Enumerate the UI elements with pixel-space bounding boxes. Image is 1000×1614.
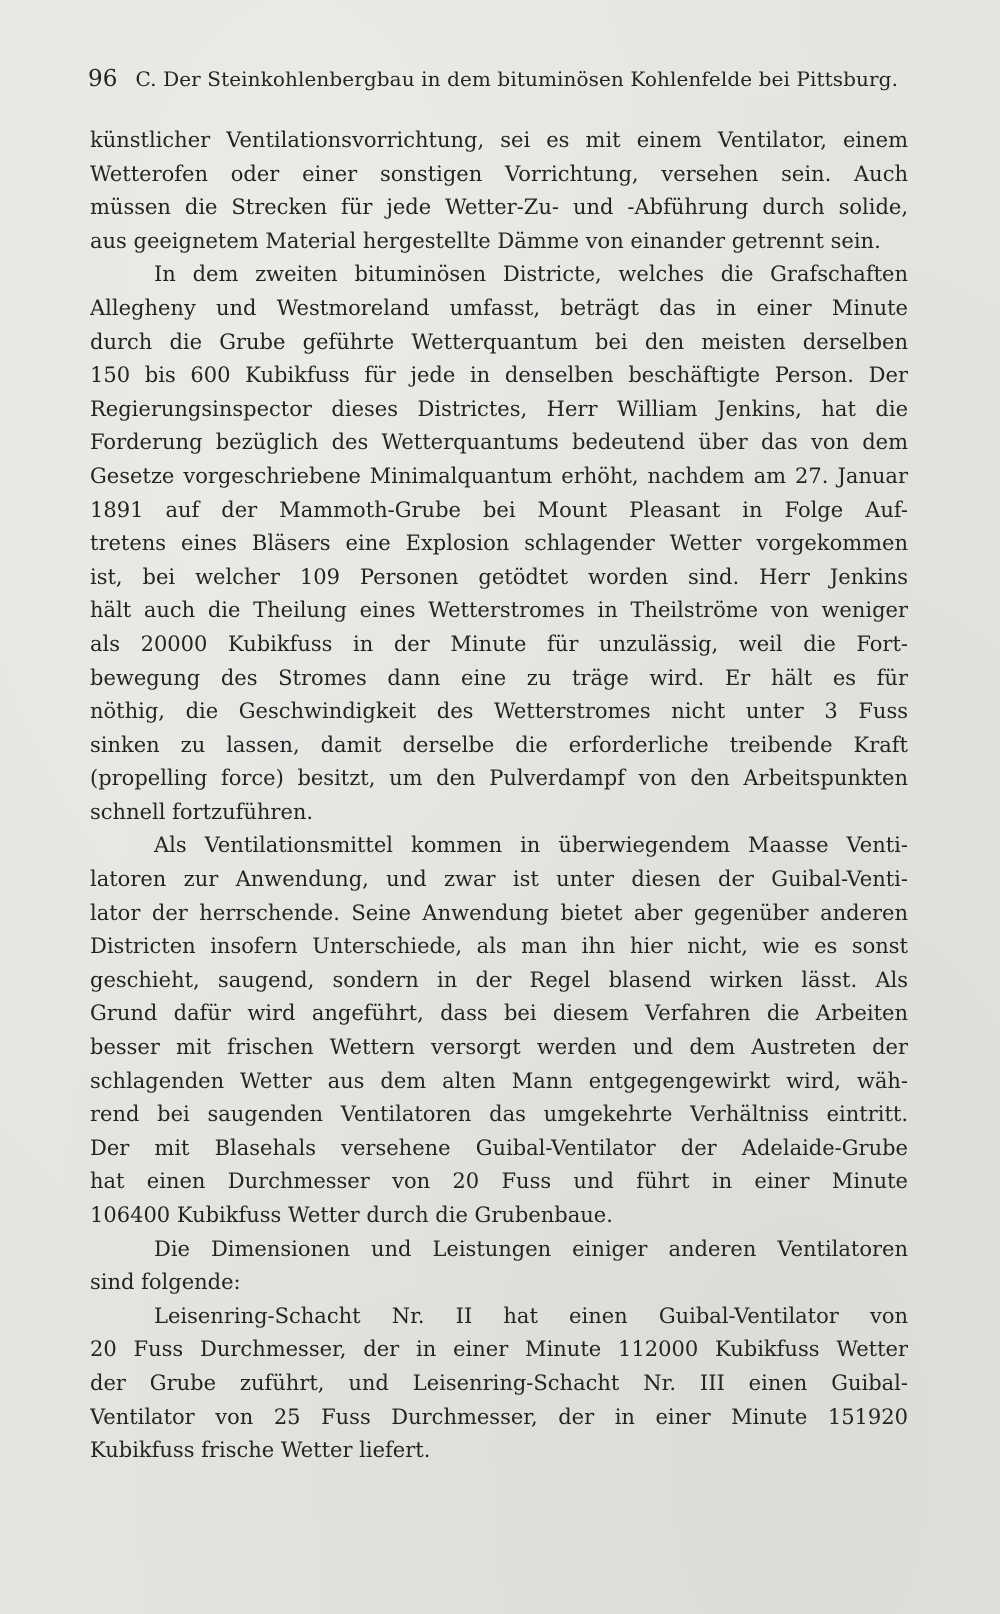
text-line: 20 Fuss Durchmesser, der in einer Minute 112000 Kubikfuss Wetter xyxy=(90,1337,908,1362)
text-line: Allegheny und Westmoreland umfasst, beträgt das in einer Minute xyxy=(90,295,908,320)
text-line: hat einen Durchmesser von 20 Fuss und führt in einer Minute xyxy=(90,1169,908,1194)
paragraph-start-line: Leisenring-Schacht Nr. II hat einen Guibal-Ventilator von xyxy=(154,1303,908,1328)
text-line: Der mit Blasehals versehene Guibal-Ventilator der Adelaide-Grube xyxy=(90,1135,908,1160)
text-line: ist, bei welcher 109 Personen getödtet worden sind. Herr Jenkins xyxy=(90,564,908,589)
text-line: 1891 auf der Mammoth-Grube bei Mount Pleasant in Folge Auf- xyxy=(90,497,908,522)
text-line: tretens eines Bläsers eine Explosion schlagender Wetter vorgekommen xyxy=(90,531,908,556)
text-line: Gesetze vorgeschriebene Minimalquantum erhöht, nachdem am 27. Januar xyxy=(90,463,908,488)
paragraph-start-line: In dem zweiten bituminösen Districte, welches die Grafschaften xyxy=(154,262,908,287)
text-line: 106400 Kubikfuss Wetter durch die Grubenbaue. xyxy=(90,1203,613,1227)
running-title: C. Der Steinkohlenbergbau in dem bituminösen Kohlenfelde bei Pittsburg. xyxy=(135,67,899,91)
text-line: besser mit frischen Wettern versorgt werden und dem Austreten der xyxy=(90,1035,908,1060)
text-line: Regierungsinspector dieses Districtes, Herr William Jenkins, hat die xyxy=(90,396,908,421)
text-line: Grund dafür wird angeführt, dass bei diesem Verfahren die Arbeiten xyxy=(90,1001,908,1026)
text-line: nöthig, die Geschwindigkeit des Wetterstromes nicht unter 3 Fuss xyxy=(90,699,908,724)
text-line: hält auch die Theilung eines Wetterstromes in Theilströme von weniger xyxy=(90,598,908,623)
running-header xyxy=(88,66,908,92)
text-line: latoren zur Anwendung, und zwar ist unter diesen der Guibal-Venti- xyxy=(90,867,908,892)
text-line: als 20000 Kubikfuss in der Minute für unzulässig, weil die Fort- xyxy=(90,631,908,656)
text-line: schlagenden Wetter aus dem alten Mann entgegengewirkt wird, wäh- xyxy=(90,1068,908,1093)
text-line: 150 bis 600 Kubikfuss für jede in denselben beschäftigte Person. Der xyxy=(90,363,908,388)
text-line: künstlicher Ventilationsvorrichtung, sei es mit einem Ventilator, einem xyxy=(90,128,908,152)
text-line: der Grube zuführt, und Leisenring-Schacht Nr. III einen Guibal- xyxy=(90,1370,908,1395)
text-line: durch die Grube geführte Wetterquantum bei den meisten derselben xyxy=(90,329,908,354)
text-line: Districten insofern Unterschiede, als man ihn hier nicht, wie es sonst xyxy=(90,934,908,959)
text-line: Ventilator von 25 Fuss Durchmesser, der in einer Minute 151920 xyxy=(90,1404,908,1429)
text-line: (propelling force) besitzt, um den Pulverdampf von den Arbeitspunkten xyxy=(90,766,908,791)
text-line: aus geeignetem Material hergestellte Dämme von einander getrennt sein. xyxy=(90,228,881,253)
text-line: Wetterofen oder einer sonstigen Vorrichtung, versehen sein. Auch xyxy=(90,161,908,186)
text-line: schnell fortzuführen. xyxy=(90,799,314,824)
page-number: 96 xyxy=(88,66,118,92)
text-line: rend bei saugenden Ventilatoren das umgekehrte Verhältniss eintritt. xyxy=(90,1102,908,1127)
text-line: geschieht, saugend, sondern in der Regel blasend wirken lässt. Als xyxy=(90,967,908,992)
text-line: lator der herrschende. Seine Anwendung bietet aber gegenüber anderen xyxy=(90,900,908,925)
text-line: sinken zu lassen, damit derselbe die erforderliche treibende Kraft xyxy=(90,732,908,757)
text-line: Forderung bezüglich des Wetterquantums bedeutend über das von dem xyxy=(90,430,908,455)
text-line: Kubikfuss frische Wetter liefert. xyxy=(90,1438,431,1463)
text-line: müssen die Strecken für jede Wetter-Zu- und -Abführung durch solide, xyxy=(90,195,908,220)
paragraph-start-line: Als Ventilationsmittel kommen in überwiegendem Maasse Venti- xyxy=(154,833,908,858)
body-text xyxy=(90,124,908,1468)
text-line: bewegung des Stromes dann eine zu träge wird. Er hält es für xyxy=(90,665,908,690)
paragraph-start-line: Die Dimensionen und Leistungen einiger anderen Ventilatoren xyxy=(154,1236,908,1261)
text-line: sind folgende: xyxy=(90,1270,241,1295)
